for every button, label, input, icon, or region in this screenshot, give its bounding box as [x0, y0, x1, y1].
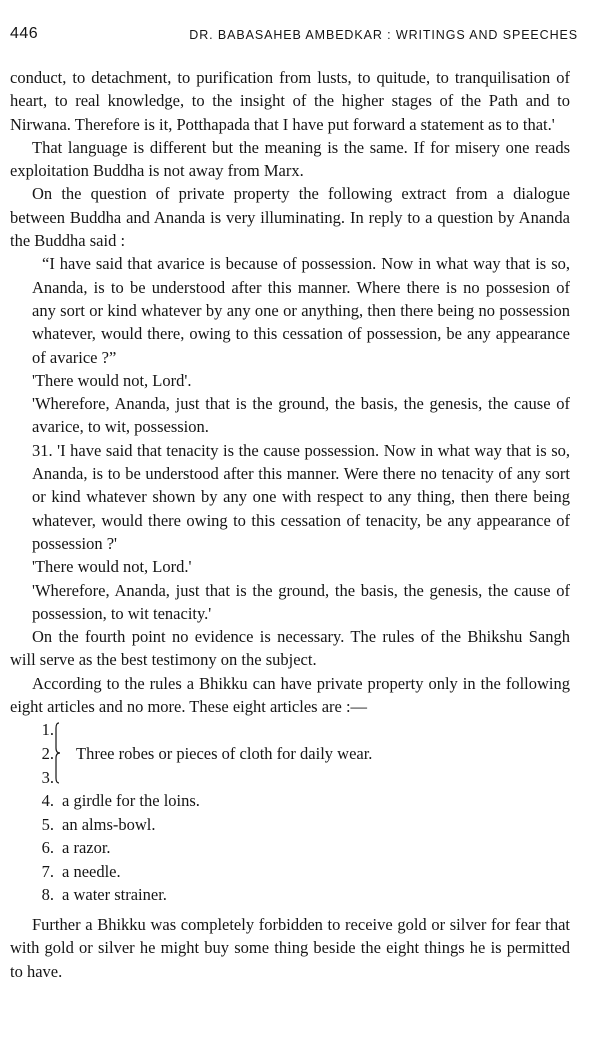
quote-paragraph: 'There would not, Lord'. [32, 370, 192, 390]
list-number: 7. [41, 861, 54, 881]
list-number: 2. [41, 743, 54, 763]
list-item [10, 789, 570, 813]
list-text: a water strainer. [62, 885, 167, 905]
running-head: DR. BABASAHEB AMBEDKAR : WRITINGS AND SPEECHES [189, 28, 578, 42]
paragraph: On the question of private property the following extract from a dialogue between Buddha and Ananda is very illuminating. In reply to a question by Ananda the Buddha said : [10, 184, 570, 251]
list-text: a needle. [62, 861, 121, 881]
paragraph: conduct, to detachment, to purification from lusts, to quitude, to tranquilisation of heart, to real knowledge, to the insight of the higher stages of the Path and to Nirwana. Therefore is it, Potthapada that I have put forward a statement as to that.' [10, 68, 570, 134]
quote-paragraph: 31. 'I have said that tenacity is the cause possession. Now in what way that is so, Ananda, is to be understood after this manner. Were there no tenacity of any sort or kind whatever shown by any one with respect to any thing, then there being whatever, would there owing to this cessation of tenacity, be any appearance of possession ?' [32, 440, 570, 553]
list-group [10, 718, 570, 789]
articles-list [10, 718, 570, 907]
list-number: 4. [41, 791, 54, 811]
quote-paragraph: 'Wherefore, Ananda, just that is the ground, the basis, the genesis, the cause of avarice, to wit, possession. [32, 394, 570, 437]
list-number: 3. [41, 767, 54, 787]
page-body [10, 66, 570, 983]
list-item [10, 860, 570, 884]
quote-paragraph: 'There would not, Lord.' [32, 557, 192, 577]
list-text: an alms-bowl. [62, 814, 156, 834]
paragraph: That language is different but the meaning is the same. If for misery one reads exploitation Buddha is not away from Marx. [10, 137, 570, 181]
curly-brace-icon [55, 722, 61, 784]
list-item [10, 813, 570, 837]
page-header [10, 22, 578, 46]
list-number: 5. [41, 814, 54, 834]
list-text: Three robes or pieces of cloth for daily wear. [76, 743, 373, 763]
quote-paragraph: 'Wherefore, Ananda, just that is the ground, the basis, the genesis, the cause of possession, to wit tenacity.' [32, 580, 570, 623]
list-number: 1. [41, 720, 54, 740]
list-text: a razor. [62, 838, 111, 858]
list-item [10, 836, 570, 860]
paragraph: According to the rules a Bhikku can have private property only in the following eight articles and no more. These eight articles are :— [10, 673, 570, 717]
list-number: 8. [41, 885, 54, 905]
list-text: a girdle for the loins. [62, 791, 200, 811]
list-item [10, 883, 570, 907]
paragraph: On the fourth point no evidence is necessary. The rules of the Bhikshu Sangh will serve as the best testimony on the subject. [10, 627, 570, 670]
quote-paragraph: “I have said that avarice is because of possession. Now in what way that is so, Ananda, is to be understood after this manner. Where there is no possesion of any sort or kind whatever by any one or anything, then there being no possession whatever, would there, owing to this cessation of possession, be any appearance of avarice ?” [32, 254, 570, 367]
page-number: 446 [10, 25, 39, 42]
paragraph: Further a Bhikku was completely forbidden to receive gold or silver for fear that with gold or silver he might buy some thing beside the eight things he is permitted to have. [10, 915, 570, 981]
list-number: 6. [41, 838, 54, 858]
